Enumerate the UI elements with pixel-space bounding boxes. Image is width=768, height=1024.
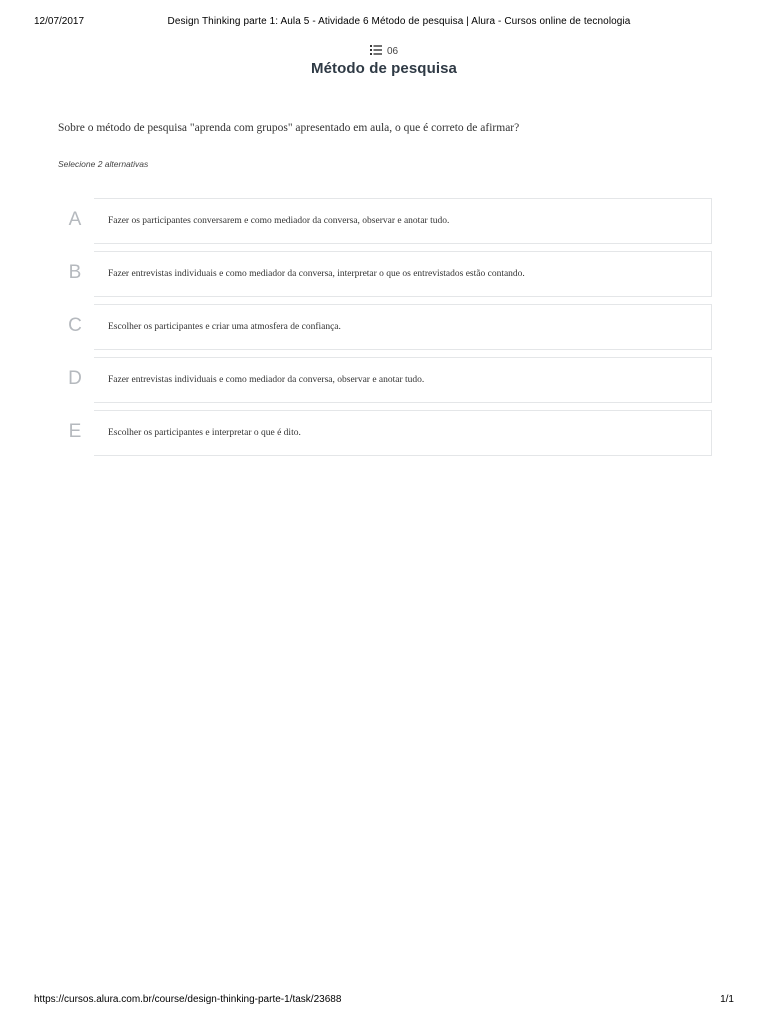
alternative-c[interactable]	[56, 304, 712, 350]
print-url: https://cursos.alura.com.br/course/design-thinking-parte-1/task/23688	[34, 994, 342, 1005]
alternative-a[interactable]	[56, 198, 712, 244]
alternative-text[interactable]: Fazer os participantes conversarem e como mediador da conversa, observar e anotar tudo.	[94, 198, 712, 244]
question-text: Sobre o método de pesquisa "aprenda com grupos" apresentado em aula, o que é correto de afirmar?	[58, 122, 520, 134]
alternative-d[interactable]	[56, 357, 712, 403]
selection-hint: Selecione 2 alternativas	[58, 159, 149, 169]
alternative-letter: B	[68, 262, 82, 283]
alternative-e[interactable]	[56, 410, 712, 456]
print-page-title: Design Thinking parte 1: Aula 5 - Atividade 6 Método de pesquisa | Alura - Cursos online de tecnologia	[167, 16, 631, 27]
alternative-text[interactable]: Fazer entrevistas individuais e como mediador da conversa, interpretar o que os entrevistados estão contando.	[94, 251, 712, 297]
alternative-letter: D	[68, 368, 82, 389]
alternative-letter: A	[68, 209, 82, 230]
list-icon	[370, 45, 382, 55]
print-date: 12/07/2017	[34, 16, 85, 27]
alternative-letter: C	[68, 315, 82, 336]
task-title: Método de pesquisa	[311, 60, 457, 77]
task-index[interactable]	[0, 44, 768, 60]
print-page-number: 1/1	[720, 994, 734, 1005]
alternative-text[interactable]: Escolher os participantes e interpretar o que é dito.	[94, 410, 712, 456]
alternative-text[interactable]: Fazer entrevistas individuais e como mediador da conversa, observar e anotar tudo.	[94, 357, 712, 403]
task-index-number: 06	[386, 46, 399, 57]
print-header	[34, 16, 734, 32]
print-footer	[34, 994, 734, 1010]
alternative-text[interactable]: Escolher os participantes e criar uma atmosfera de confiança.	[94, 304, 712, 350]
alternative-b[interactable]	[56, 251, 712, 297]
alternatives-list	[56, 198, 712, 463]
alternative-letter: E	[68, 421, 82, 442]
